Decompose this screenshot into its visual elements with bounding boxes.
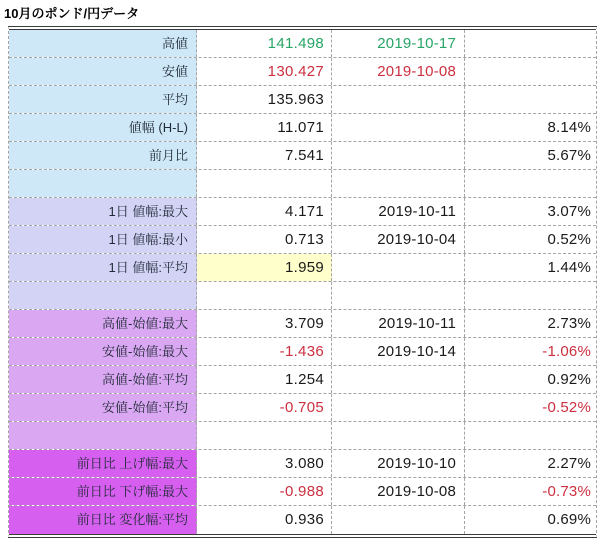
row-percent-cell: 5.67% [547, 147, 591, 164]
row-label-cell: 1日 値幅:平均 [9, 254, 197, 281]
row-value-cell: 1.254 [197, 366, 332, 393]
table-row [9, 310, 596, 338]
table-row [9, 114, 596, 142]
row-label-cell: 安値-始値:平均 [9, 394, 197, 421]
row-date-cell [332, 366, 465, 393]
row-value-cell: 3.709 [197, 310, 332, 337]
table-row [9, 422, 596, 450]
table-row [9, 254, 596, 282]
row-percent-cell [465, 282, 596, 309]
row-value-cell: 141.498 [197, 30, 332, 57]
row-date-cell [332, 394, 465, 421]
row-label-cell: 前日比 上げ幅:最大 [9, 450, 197, 477]
row-label-cell: 1日 値幅:最大 [9, 198, 197, 225]
row-value-cell: -0.988 [197, 478, 332, 505]
row-date-cell [332, 114, 465, 141]
row-date-cell: 2019-10-17 [332, 30, 465, 57]
row-label-cell: 1日 値幅:最小 [9, 226, 197, 253]
table-row [9, 282, 596, 310]
row-label-cell [9, 422, 197, 449]
row-label-cell: 安値 [9, 58, 197, 85]
row-date-cell [332, 170, 465, 197]
row-value-cell: 130.427 [197, 58, 332, 85]
row-date-cell [332, 254, 465, 281]
row-label-cell [9, 282, 197, 309]
row-label-cell: 平均 [9, 86, 197, 113]
row-value-cell: 0.713 [197, 226, 332, 253]
data-table [8, 26, 597, 538]
table-row [9, 338, 596, 366]
row-percent-cell: 0.69% [547, 511, 591, 528]
row-value-cell [197, 422, 332, 449]
row-date-cell: 2019-10-04 [332, 226, 465, 253]
row-date-cell: 2019-10-11 [332, 198, 465, 225]
row-label-cell: 前日比 変化幅:平均 [9, 506, 197, 534]
row-value-cell: 3.080 [197, 450, 332, 477]
table-row [9, 198, 596, 226]
row-label-cell: 値幅 (H-L) [9, 114, 197, 141]
row-value-cell: 0.936 [197, 506, 332, 534]
row-percent-cell [465, 170, 596, 197]
row-percent-cell [465, 86, 596, 113]
row-value-cell: 4.171 [197, 198, 332, 225]
row-percent-cell: 0.92% [547, 371, 591, 388]
row-percent-cell: -0.52% [542, 399, 591, 416]
table-row [9, 30, 596, 58]
row-date-cell [332, 282, 465, 309]
row-label-cell [9, 170, 197, 197]
row-label-cell: 前日比 下げ幅:最大 [9, 478, 197, 505]
row-value-cell: 135.963 [197, 86, 332, 113]
row-date-cell: 2019-10-10 [332, 450, 465, 477]
table-row [9, 366, 596, 394]
row-percent-cell: 2.73% [547, 315, 591, 332]
table-row [9, 170, 596, 198]
row-label-cell: 高値-始値:平均 [9, 366, 197, 393]
row-date-cell [332, 86, 465, 113]
row-date-cell [332, 422, 465, 449]
table-row [9, 86, 596, 114]
row-date-cell: 2019-10-11 [332, 310, 465, 337]
row-label-cell: 高値-始値:最大 [9, 310, 197, 337]
row-value-cell: -1.436 [197, 338, 332, 365]
row-value-cell: 1.959 [197, 254, 332, 281]
table-row [9, 394, 596, 422]
row-label-cell: 安値-始値:最大 [9, 338, 197, 365]
table-row [9, 478, 596, 506]
row-value-cell [197, 170, 332, 197]
row-date-cell [332, 142, 465, 169]
row-label-cell: 前月比 [9, 142, 197, 169]
row-value-cell: -0.705 [197, 394, 332, 421]
row-percent-cell: 2.27% [547, 455, 591, 472]
table-row [9, 58, 596, 86]
table-row [9, 450, 596, 478]
row-percent-cell [465, 58, 596, 85]
table-row [9, 506, 596, 534]
row-percent-cell: 3.07% [547, 203, 591, 220]
page-title: 10月のポンド/円データ [4, 6, 140, 21]
row-date-cell: 2019-10-08 [332, 58, 465, 85]
table-row [9, 226, 596, 254]
row-value-cell [197, 282, 332, 309]
row-date-cell [332, 506, 465, 534]
row-percent-cell [465, 422, 596, 449]
row-percent-cell: -0.73% [542, 483, 591, 500]
row-label-cell: 高値 [9, 30, 197, 57]
row-percent-cell: 8.14% [547, 119, 591, 136]
row-date-cell: 2019-10-08 [332, 478, 465, 505]
row-date-cell: 2019-10-14 [332, 338, 465, 365]
row-percent-cell: 1.44% [547, 259, 591, 276]
row-value-cell: 11.071 [197, 114, 332, 141]
table-row [9, 142, 596, 170]
row-percent-cell: -1.06% [542, 343, 591, 360]
row-value-cell: 7.541 [197, 142, 332, 169]
row-percent-cell [465, 30, 596, 57]
row-percent-cell: 0.52% [547, 231, 591, 248]
